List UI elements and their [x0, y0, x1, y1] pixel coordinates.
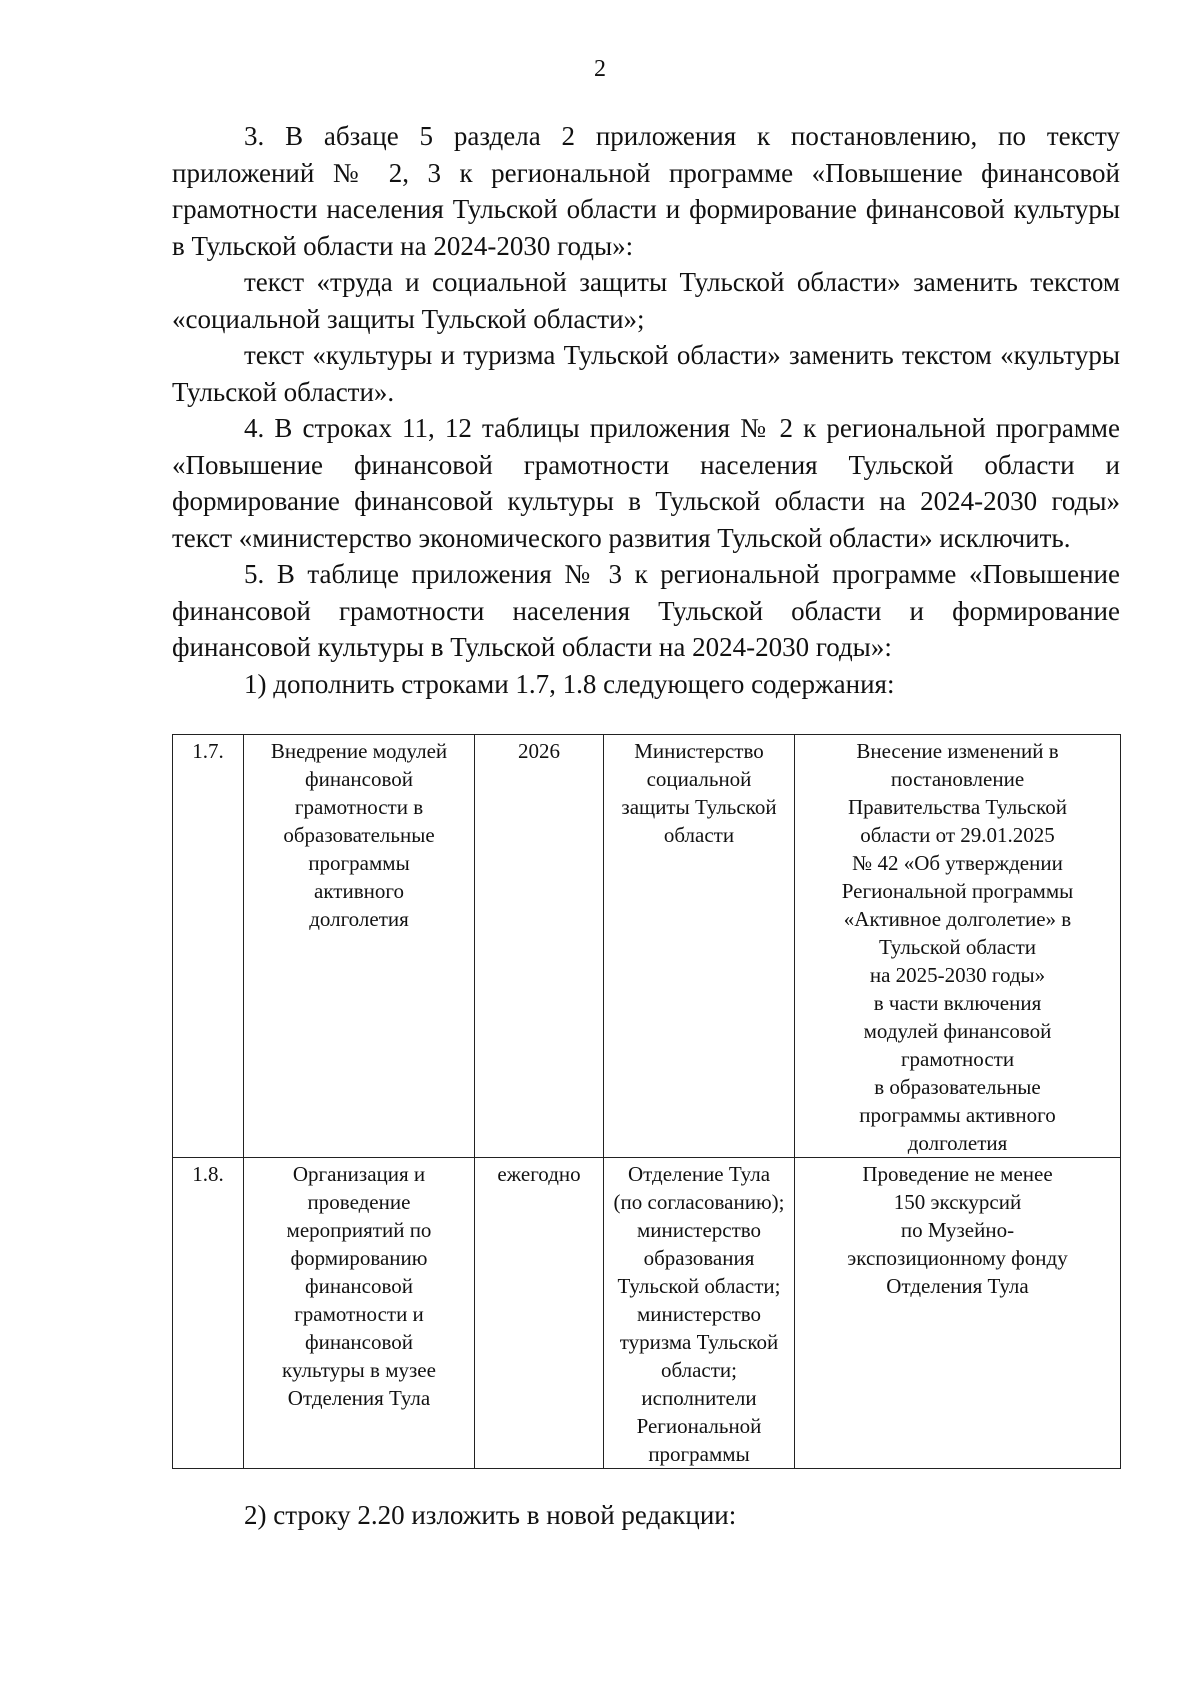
row-number-cell: 1.7. — [173, 735, 244, 1158]
paragraph-replace-culture: текст «культуры и туризма Тульской области» заменить текстом «культуры Тульской области». — [172, 340, 1120, 407]
after-table-text — [172, 1497, 1120, 1534]
table-row — [173, 735, 1121, 1158]
measure-cell: Организация и проведение мероприятий по формированию финансовой грамотности и финансовой культуры в музее Отделения Тула — [244, 1158, 475, 1469]
table-row — [173, 1158, 1121, 1469]
paragraph-replace-social: текст «труда и социальной защиты Тульской области» заменить текстом «социальной защиты Тульской области»; — [172, 267, 1120, 334]
executor-cell: Отделение Тула (по согласованию); министерство образования Тульской области; министерство туризма Тульской области; исполнители Региональной программы — [604, 1158, 795, 1469]
paragraph-subitem-1: 1) дополнить строками 1.7, 1.8 следующего содержания: — [244, 668, 895, 699]
measure-cell: Внедрение модулей финансовой грамотности в образовательные программы активного долголетия — [244, 735, 475, 1158]
executor-cell: Министерство социальной защиты Тульской области — [604, 735, 795, 1158]
result-cell: Внесение изменений в постановление Правительства Тульской области от 29.01.2025 № 42 «Об утверждении Региональной программы «Активное долголетие» в Тульской области на 2025-2030 годы» в части включения модулей финансовой грамотности в образовательные программы активного долголетия — [795, 735, 1121, 1158]
term-cell: 2026 — [475, 735, 604, 1158]
result-cell: Проведение не менее 150 экскурсий по Музейно- экспозиционному фонду Отделения Тула — [795, 1158, 1121, 1469]
paragraph-item-3: 3. В абзаце 5 раздела 2 приложения к постановлению, по тексту приложений № 2, 3 к региональной программе «Повышение финансовой грамотности населения Тульской области и формирование финансовой культуры в Тульской области на 2024-2030 годы»: — [172, 121, 1120, 261]
added-rows-table — [172, 734, 1120, 1469]
table — [172, 734, 1121, 1469]
page-number: 2 — [594, 56, 606, 82]
document-body — [172, 118, 1120, 702]
paragraph-item-4: 4. В строках 11, 12 таблицы приложения № 2 к региональной программе «Повышение финансовой грамотности населения Тульской области и формирование финансовой культуры в Тульской области на 2024-2030 годы» текст «министерство экономического развития Тульской области» исключить. — [172, 413, 1120, 553]
paragraph-item-5: 5. В таблице приложения № 3 к региональной программе «Повышение финансовой грамотности населения Тульской области и формирование финансовой культуры в Тульской области на 2024-2030 годы»: — [172, 559, 1120, 662]
term-cell: ежегодно — [475, 1158, 604, 1469]
paragraph-subitem-2: 2) строку 2.20 изложить в новой редакции: — [244, 1500, 737, 1530]
row-number-cell: 1.8. — [173, 1158, 244, 1469]
